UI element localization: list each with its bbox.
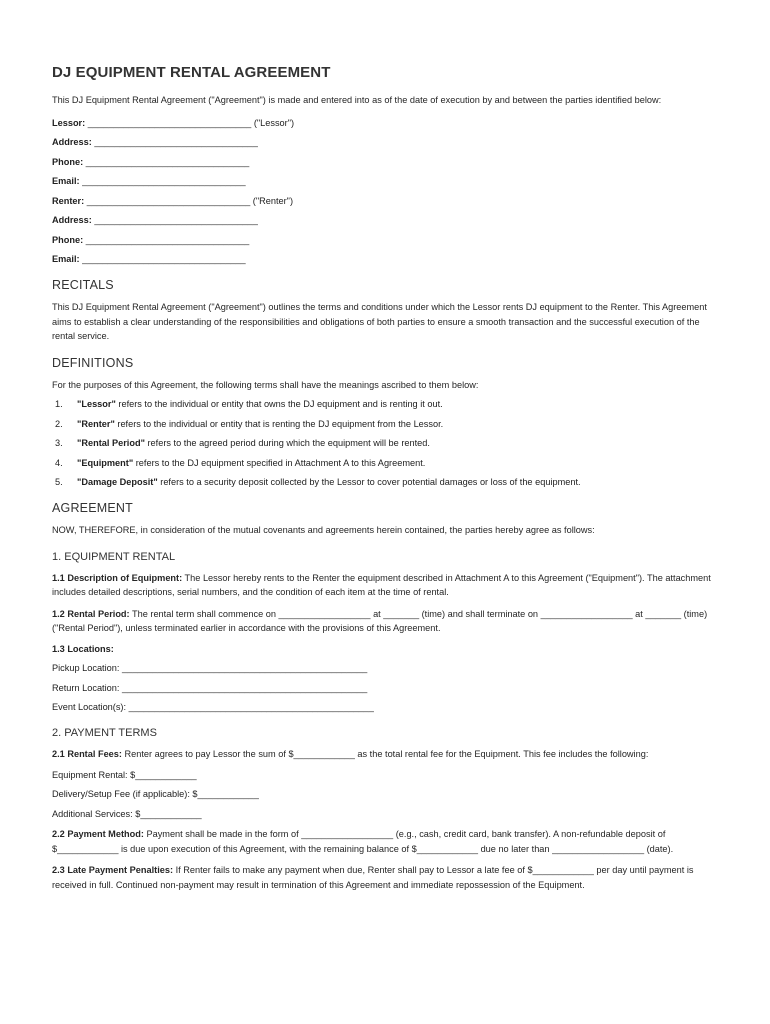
agreement-heading: AGREEMENT: [52, 501, 133, 515]
renter-address-field: Address: ________________________________: [52, 215, 258, 225]
delivery-setup-fee-field: Delivery/Setup Fee (if applicable): $____________: [52, 789, 259, 799]
equipment-rental-fee-field: Equipment Rental: $____________: [52, 769, 197, 780]
clause-2-3: 2.3 Late Payment Penalties: If Renter fails to make any payment when due, Renter shall pay to Lessor a late fee of $____________ per day until payment is received in full. Continued non-payment may result in termination of this Agreement and immediate repossession of the Equipment.: [52, 865, 694, 890]
clause-1-3: 1.3 Locations:: [52, 643, 114, 654]
payment-terms-heading: 2. PAYMENT TERMS: [52, 727, 157, 739]
list-item: 2. "Renter" refers to the individual or entity that is renting the DJ equipment from the Lessor.: [55, 418, 444, 429]
definitions-list: [52, 398, 718, 489]
renter-phone-field: Phone: ________________________________: [52, 234, 250, 245]
event-location-field: Event Location(s): ________________________________________________: [52, 702, 374, 712]
list-item: 1. "Lessor" refers to the individual or entity that owns the DJ equipment and is renting it out.: [55, 399, 443, 409]
definitions-heading: DEFINITIONS: [52, 355, 134, 370]
lessor-address-field: Address: ________________________________: [52, 137, 258, 147]
lessor-field: Lessor: ________________________________ ("Lessor"): [52, 117, 295, 128]
agreement-intro: NOW, THEREFORE, in consideration of the mutual covenants and agreements herein contained, the parties hereby agree as follows:: [52, 525, 595, 535]
pickup-location-field: Pickup Location: ________________________________________________: [52, 663, 368, 673]
renter-email-field: Email: ________________________________: [52, 254, 246, 264]
list-item: 4. "Equipment" refers to the DJ equipment specified in Attachment A to this Agreement.: [55, 457, 426, 468]
return-location-field: Return Location: ________________________________________________: [52, 682, 368, 693]
equipment-rental-heading: 1. EQUIPMENT RENTAL: [52, 550, 176, 563]
recitals-heading: RECITALS: [52, 278, 114, 292]
intro-paragraph: This DJ Equipment Rental Agreement ("Agreement") is made and entered into as of the date of execution by and between the parties identified below:: [52, 95, 662, 105]
lessor-email-field: Email: ________________________________: [52, 176, 246, 186]
list-item: 5. "Damage Deposit" refers to a security deposit collected by the Lessor to cover potential damages or loss of the equipment.: [55, 477, 581, 487]
definitions-intro: For the purposes of this Agreement, the following terms shall have the meanings ascribed to them below:: [52, 379, 479, 390]
list-item: 3. "Rental Period" refers to the agreed period during which the equipment will be rented.: [55, 438, 430, 448]
clause-1-2: 1.2 Rental Period: The rental term shall commence on __________________ at _______ (time) and shall terminate on __________________ at _______ (time) ("Rental Period"), unless terminated earlier in accordance with the provisions of this Agreement.: [52, 608, 708, 633]
additional-services-fee-field: Additional Services: $____________: [52, 808, 202, 819]
parties-block: [52, 117, 718, 267]
renter-field: Renter: ________________________________ ("Renter"): [52, 195, 294, 206]
recitals-paragraph: This DJ Equipment Rental Agreement ("Agreement") outlines the terms and conditions under which the Lessor rents DJ equipment to the Renter. This Agreement aims to establish a clear understanding of the responsibilities and obligations of both parties to ensure a smooth transaction and the successful execution of the rental service.: [52, 302, 707, 341]
clause-2-1: 2.1 Rental Fees: Renter agrees to pay Lessor the sum of $____________ as the total rental fee for the Equipment. This fee includes the following:: [52, 749, 649, 759]
document-title: DJ EQUIPMENT RENTAL AGREEMENT: [52, 64, 331, 81]
lessor-phone-field: Phone: ________________________________: [52, 156, 250, 167]
clause-1-1: 1.1 Description of Equipment: The Lessor hereby rents to the Renter the equipment described in Attachment A to this Agreement ("Equipment"). The attachment includes detailed descriptions, serial numbers, and the condition of each item at the time of rental.: [52, 572, 711, 597]
clause-2-2: 2.2 Payment Method: Payment shall be made in the form of __________________ (e.g., cash, credit card, bank transfer). A non-refundable deposit of $____________ is due upon execution of this Agreement, with the remaining balance of $____________ due no later than __________________ (date).: [52, 829, 674, 854]
